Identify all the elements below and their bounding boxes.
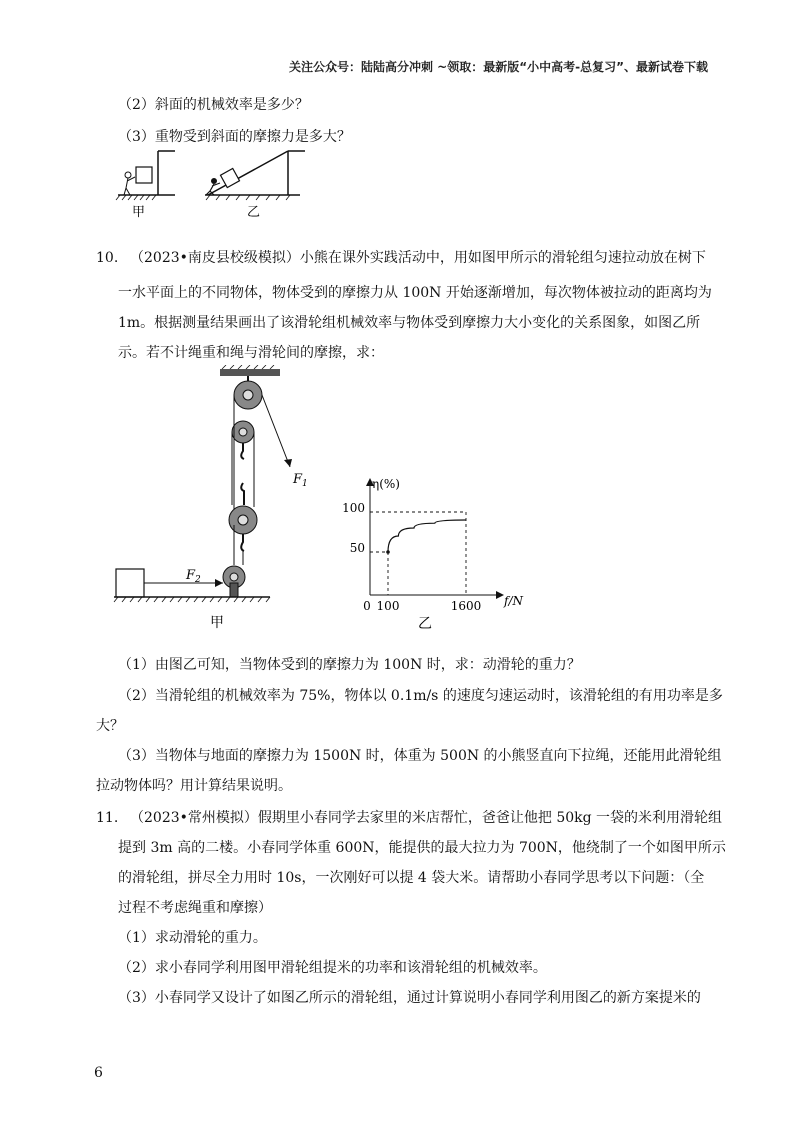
q10-number: 10. xyxy=(96,250,119,266)
q10-part2-line1: （2）当滑轮组的机械效率为 75%，物体以 0.1m/s 的速度匀速运动时，该滑轮组的有用功率是多 xyxy=(118,688,723,704)
y-tick-label: 50 xyxy=(349,541,365,555)
block xyxy=(116,569,144,597)
q9-label-yi: 乙 xyxy=(247,205,261,220)
q10-part3-line1: （3）当物体与地面的摩擦力为 1500N 时，体重为 500N 的小熊竖直向下拉绳，还能用此滑轮组 xyxy=(118,748,722,764)
q9-part3: （3）重物受到斜面的摩擦力是多大？ xyxy=(118,129,351,145)
q10-part2-line2: 大？ xyxy=(96,718,124,734)
q9-figure-yi xyxy=(205,151,305,220)
q11-stem-line1: （2023•常州模拟）假期里小春同学去家里的米店帮忙，爸爸让他把 50kg 一袋的米利用滑轮组 xyxy=(130,810,723,826)
q9-part2: （2）斜面的机械效率是多少？ xyxy=(118,97,309,113)
q9-label-jia: 甲 xyxy=(132,205,146,220)
q9-figure-jia xyxy=(116,151,175,220)
q10-stem-line2: 一水平面上的不同物体，物体受到的摩擦力从 100N 开始逐渐增加，每次物体被拉动的距离均为 xyxy=(118,285,712,301)
q10-part1: （1）由图乙可知，当物体受到的摩擦力为 100N 时，求：动滑轮的重力？ xyxy=(118,657,581,673)
arrow-f1 xyxy=(284,459,292,467)
incline xyxy=(208,151,288,195)
q11-part1: （1）求动滑轮的重力。 xyxy=(118,930,267,946)
person-head xyxy=(125,172,131,178)
efficiency-curve xyxy=(388,520,466,552)
rope-f1 xyxy=(262,395,290,467)
page-header: 关注公众号：陆陆高分冲刺 ~领取：最新版“小中高考-总复习”、最新试卷下载 xyxy=(289,60,708,74)
q10-part3-line2: 拉动物体吗？用计算结果说明。 xyxy=(96,778,292,794)
q10-stem-line1: （2023•南皮县校级模拟）小熊在课外实践活动中，用如图甲所示的滑轮组匀速拉动放在树下 xyxy=(130,250,706,266)
box xyxy=(136,167,152,183)
box-on-incline xyxy=(220,168,239,187)
q11-stem-line2: 提到 3m 高的二楼。小春同学体重 600N，能提供的最大拉力为 700N，他绕制了一个如图甲所示 xyxy=(118,840,726,856)
person-body xyxy=(124,177,135,195)
x-axis-arrow xyxy=(496,591,504,599)
q9-figure xyxy=(110,143,310,223)
q11-part2: （2）求小春同学利用图甲滑轮组提米的功率和该滑轮组的机械效率。 xyxy=(118,960,547,976)
hook xyxy=(241,443,244,459)
ceiling xyxy=(220,369,280,376)
q10-stem-line3: 1m。根据测量结果画出了该滑轮组机械效率与物体受到摩擦力大小变化的关系图象，如图乙所 xyxy=(118,315,701,331)
y-tick-label: 100 xyxy=(342,501,365,515)
x-tick-label: 0 xyxy=(363,599,371,613)
q11-stem-line4: 过程不考虑绳重和摩擦） xyxy=(118,900,272,916)
y-axis-label: η(%) xyxy=(372,477,400,491)
label-f1: $F_1$ xyxy=(293,472,308,489)
q11-number: 11. xyxy=(96,810,119,826)
q10-stem-line4: 示。若不计绳重和绳与滑轮间的摩擦，求： xyxy=(118,345,384,361)
page-number: 6 xyxy=(94,1065,103,1081)
x-axis-label: f/N xyxy=(504,594,523,608)
q11-stem-line3: 的滑轮组，拼尽全力用时 10s，一次刚好可以提 4 袋大米。请帮助小春同学思考以下问题：（全 xyxy=(118,870,705,886)
q10-chart xyxy=(330,470,550,635)
data-point xyxy=(386,550,390,554)
q10-figure-jia xyxy=(110,365,330,635)
arrow-f2 xyxy=(215,579,223,587)
x-tick-label: 100 xyxy=(376,599,400,613)
person-head xyxy=(211,178,217,184)
q10-label-jia: 甲 xyxy=(210,615,224,631)
q10-label-yi: 乙 xyxy=(418,616,432,632)
q11-part3: （3）小春同学又设计了如图乙所示的滑轮组，通过计算说明小春同学利用图乙的新方案提米的 xyxy=(118,990,701,1006)
x-tick-label: 1600 xyxy=(450,599,482,613)
label-f2: $F_2$ xyxy=(186,568,201,585)
